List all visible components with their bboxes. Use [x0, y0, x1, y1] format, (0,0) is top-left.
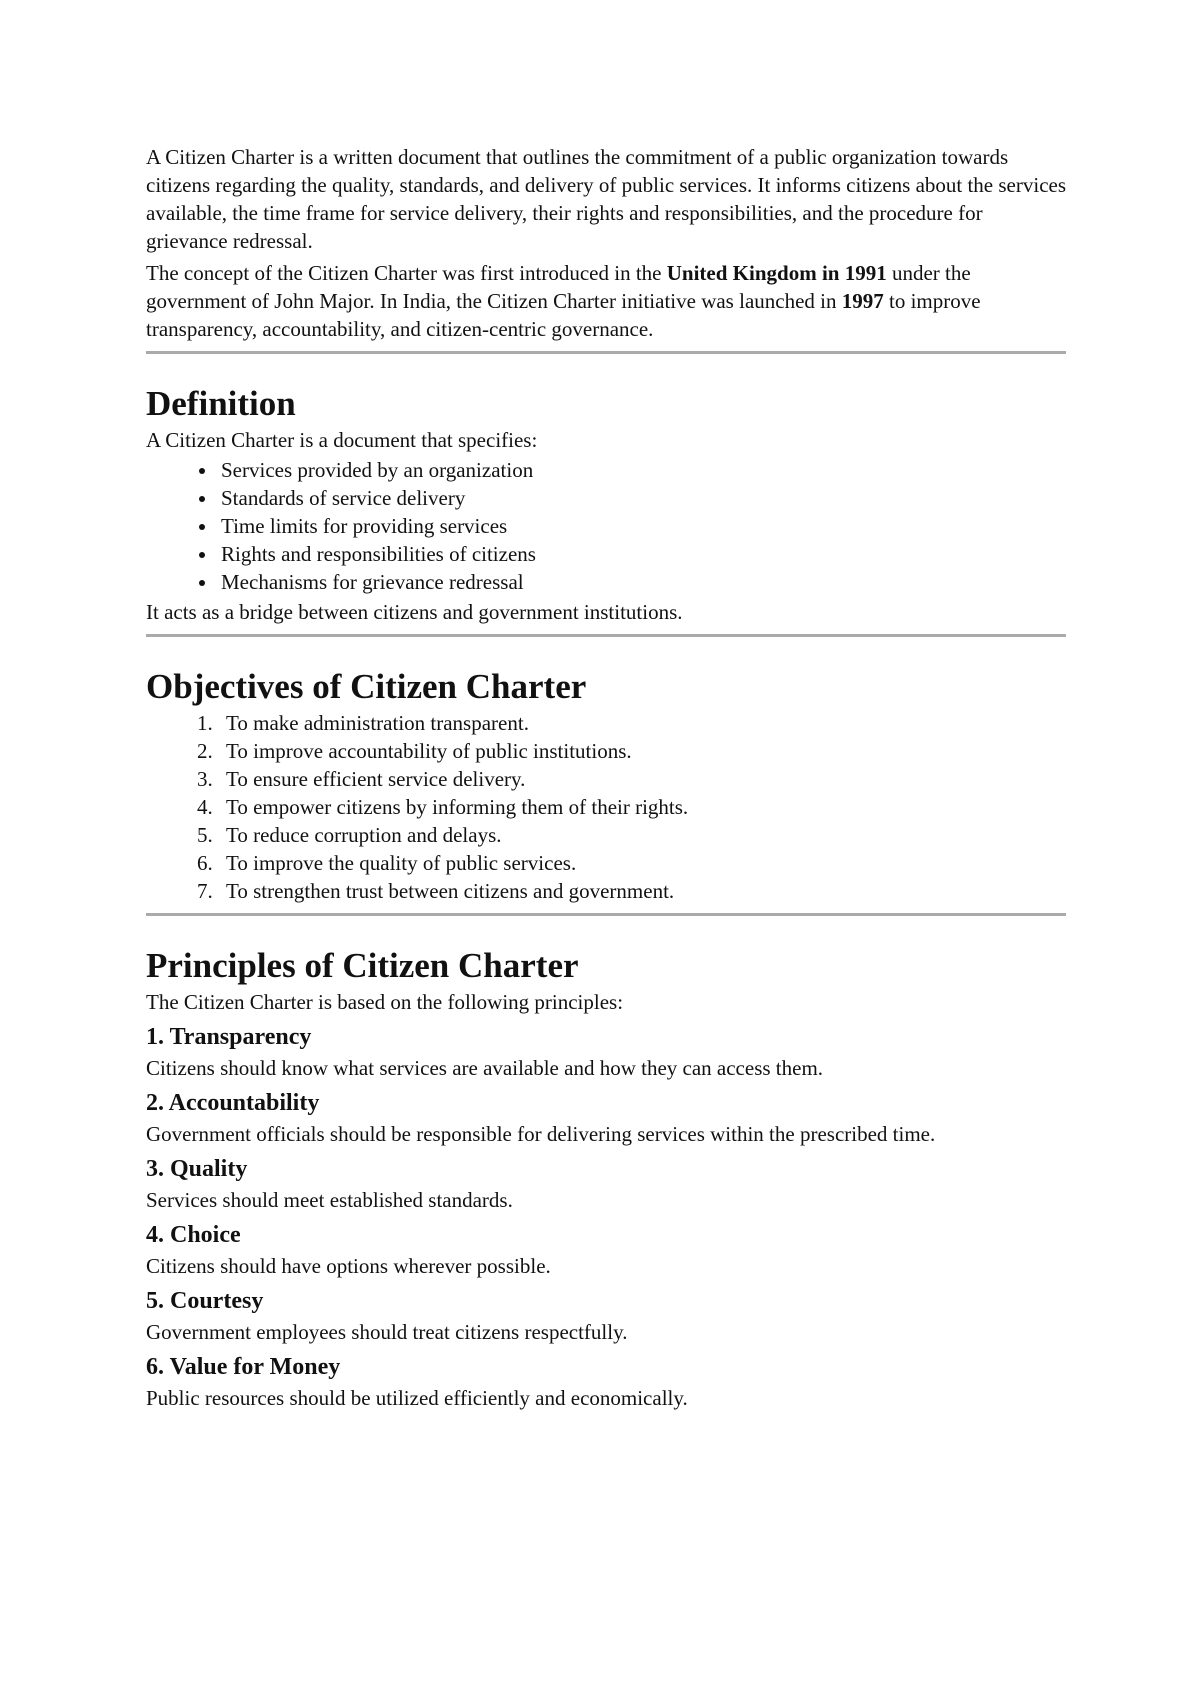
- intro-text-c: to improve transparency, accountability, and citizen-centric governance.: [146, 289, 981, 341]
- section-divider: [146, 913, 1066, 916]
- intro-text-b: under the government of John Major. In India, the Citizen Charter initiative was launched in: [146, 261, 971, 313]
- principle-title: 3. Quality: [146, 1156, 248, 1182]
- principle-title: 1. Transparency: [146, 1024, 312, 1050]
- principle-title: 5. Courtesy: [146, 1288, 264, 1314]
- principles-heading: Principles of Citizen Charter: [146, 946, 579, 985]
- intro-text-a: The concept of the Citizen Charter was first introduced in the: [146, 261, 667, 285]
- intro-bold-1997: 1997: [841, 289, 884, 313]
- principle-text: Citizens should have options wherever possible.: [146, 1254, 551, 1278]
- principle-text: Citizens should know what services are available and how they can access them.: [146, 1056, 824, 1080]
- definition-heading: Definition: [146, 384, 296, 423]
- list-item: 5. To reduce corruption and delays.: [218, 821, 1066, 849]
- list-item: 7. To strengthen trust between citizens and government.: [218, 877, 1066, 905]
- intro-bold-uk-1991: United Kingdom in 1991: [666, 261, 887, 285]
- principles-lead: The Citizen Charter is based on the following principles:: [146, 990, 624, 1014]
- principle-text: Government employees should treat citizens respectfully.: [146, 1320, 628, 1344]
- objectives-list: [146, 709, 1066, 905]
- list-item: • Rights and responsibilities of citizens: [218, 540, 1066, 568]
- principle-text: Services should meet established standards.: [146, 1188, 513, 1212]
- definition-list: [146, 456, 1066, 596]
- document-page: [146, 143, 1066, 1412]
- definition-lead: A Citizen Charter is a document that specifies:: [146, 428, 538, 452]
- definition-closing: It acts as a bridge between citizens and government institutions.: [146, 600, 683, 624]
- principle-title: 2. Accountability: [146, 1090, 320, 1116]
- list-item: 1. To make administration transparent.: [218, 709, 1066, 737]
- list-item: • Mechanisms for grievance redressal: [218, 568, 1066, 596]
- section-divider: [146, 351, 1066, 354]
- list-item: 3. To ensure efficient service delivery.: [218, 765, 1066, 793]
- intro-paragraph-1: A Citizen Charter is a written document that outlines the commitment of a public organization towards citizens regarding the quality, standards, and delivery of public services. It informs citizens about the services available, the time frame for service delivery, their rights and responsibilities, and the procedure for grievance redressal.: [146, 145, 1067, 253]
- list-item: 4. To empower citizens by informing them of their rights.: [218, 793, 1066, 821]
- principle-title: 6. Value for Money: [146, 1354, 341, 1380]
- principle-text: Public resources should be utilized efficiently and economically.: [146, 1386, 688, 1410]
- intro-paragraph-2: [146, 259, 1066, 343]
- section-divider: [146, 634, 1066, 637]
- list-item: • Services provided by an organization: [218, 456, 1066, 484]
- principle-text: Government officials should be responsible for delivering services within the prescribed time.: [146, 1122, 936, 1146]
- principle-title: 4. Choice: [146, 1222, 241, 1248]
- objectives-heading: Objectives of Citizen Charter: [146, 667, 587, 706]
- list-item: • Time limits for providing services: [218, 512, 1066, 540]
- list-item: • Standards of service delivery: [218, 484, 1066, 512]
- list-item: 2. To improve accountability of public institutions.: [218, 737, 1066, 765]
- list-item: 6. To improve the quality of public services.: [218, 849, 1066, 877]
